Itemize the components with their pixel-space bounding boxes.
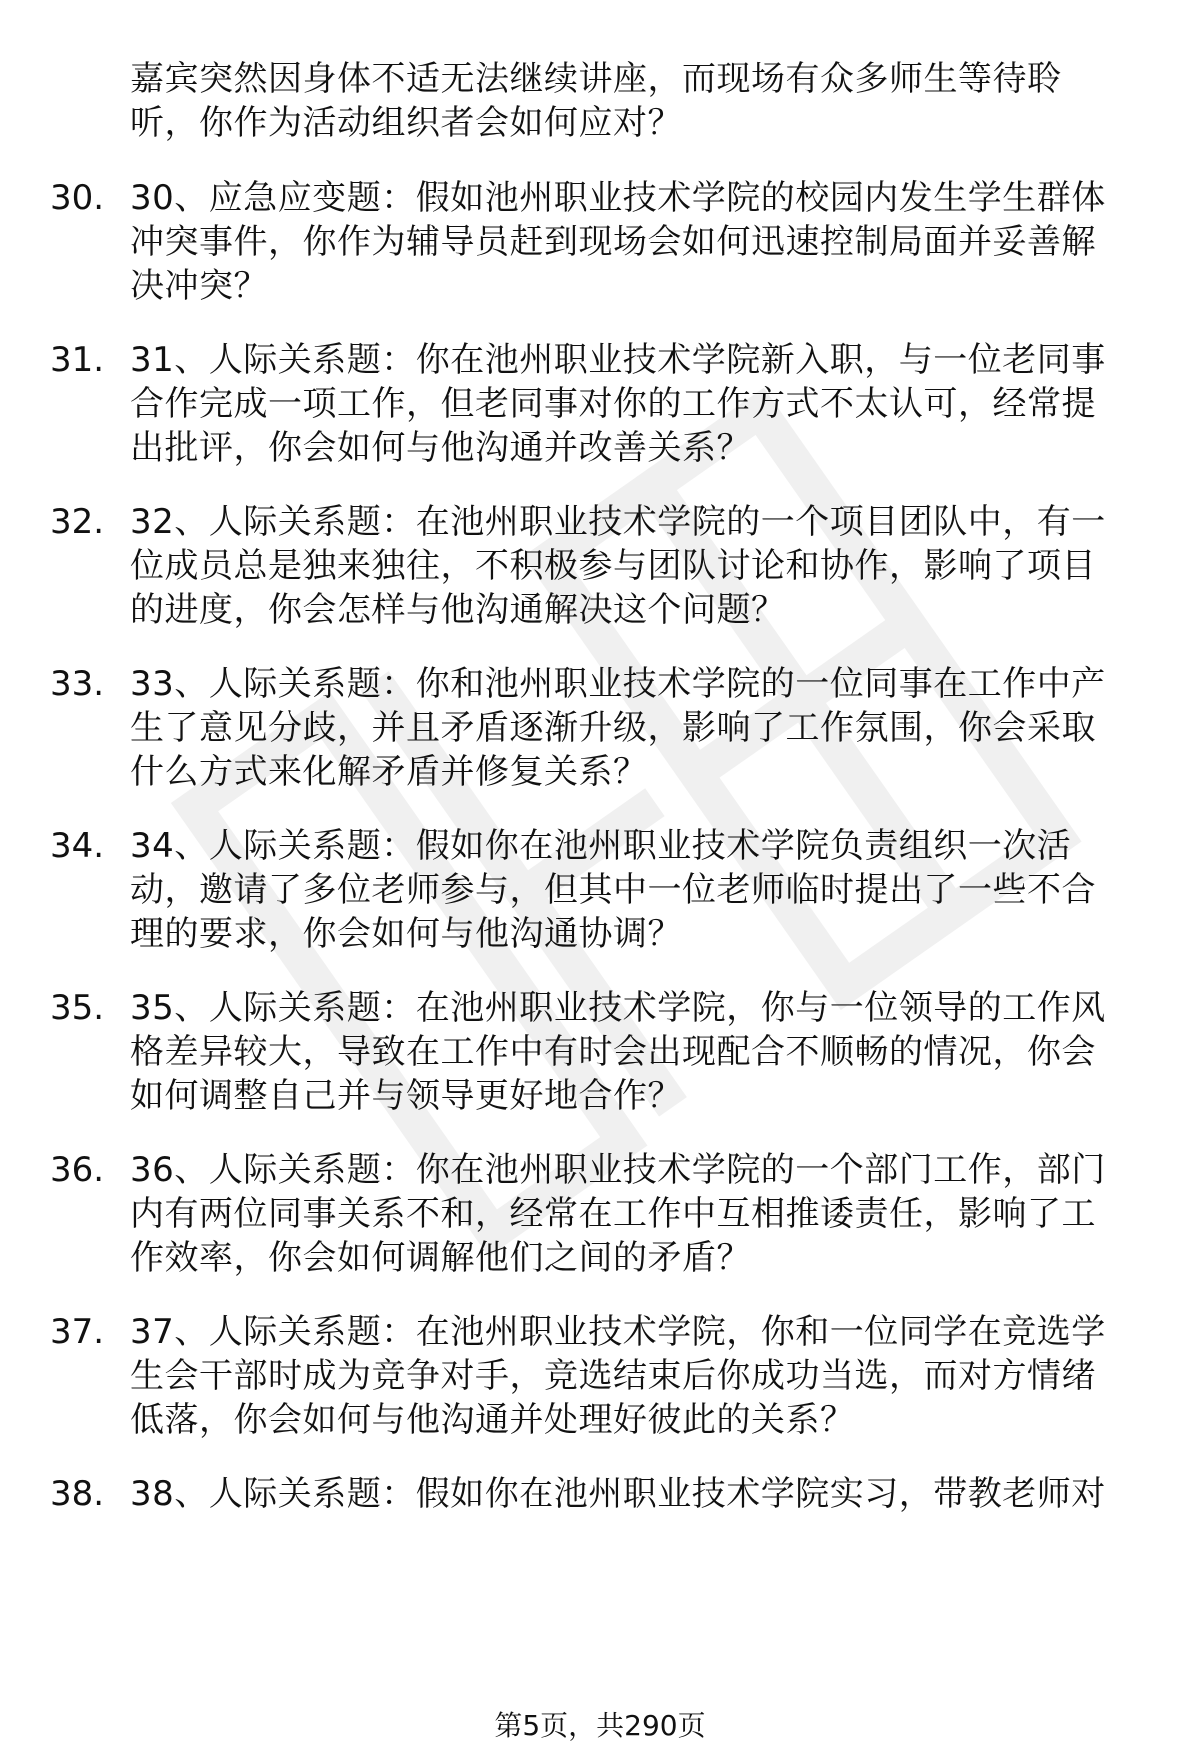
item-line: 的进度，你会怎样与他沟通解决这个问题？ — [130, 590, 786, 630]
item-line: 决冲突？ — [130, 266, 268, 306]
item-number: 30. — [50, 178, 105, 218]
item-line: 嘉宾突然因身体不适无法继续讲座，而现场有众多师生等待聆 — [130, 59, 1062, 99]
item-line: 36、人际关系题：你在池州职业技术学院的一个部门工作，部门 — [130, 1150, 1106, 1190]
item-line: 33、人际关系题：你和池州职业技术学院的一位同事在工作中产 — [130, 664, 1106, 704]
item-line: 合作完成一项工作，但老同事对你的工作方式不太认可，经常提 — [130, 384, 1096, 424]
item-number: 34. — [50, 826, 105, 866]
item-line: 34、人际关系题：假如你在池州职业技术学院负责组织一次活 — [130, 826, 1072, 866]
item-number: 32. — [50, 502, 105, 542]
item-line: 30、应急应变题：假如池州职业技术学院的校园内发生学生群体 — [130, 178, 1106, 218]
item-line: 如何调整自己并与领导更好地合作？ — [130, 1076, 682, 1116]
item-line: 内有两位同事关系不和，经常在工作中互相推诿责任，影响了工 — [130, 1194, 1096, 1234]
item-number: 33. — [50, 664, 105, 704]
item-number: 36. — [50, 1150, 105, 1190]
item-line: 35、人际关系题：在池州职业技术学院，你与一位领导的工作风 — [130, 988, 1106, 1028]
item-line: 位成员总是独来独往，不积极参与团队讨论和协作，影响了项目 — [130, 546, 1096, 586]
item-line: 理的要求，你会如何与他沟通协调？ — [130, 914, 682, 954]
item-line: 冲突事件，你作为辅导员赶到现场会如何迅速控制局面并妥善解 — [130, 222, 1096, 262]
item-line: 什么方式来化解矛盾并修复关系？ — [130, 752, 648, 792]
item-line: 生会干部时成为竞争对手，竞选结束后你成功当选，而对方情绪 — [130, 1356, 1096, 1396]
item-line: 低落，你会如何与他沟通并处理好彼此的关系？ — [130, 1400, 855, 1440]
item-number: 38. — [50, 1474, 105, 1514]
item-line: 格差异较大，导致在工作中有时会出现配合不顺畅的情况，你会 — [130, 1032, 1096, 1072]
page-footer: 第5页，共290页 — [494, 1709, 706, 1742]
item-number: 35. — [50, 988, 105, 1028]
item-line: 31、人际关系题：你在池州职业技术学院新入职，与一位老同事 — [130, 340, 1106, 380]
item-line: 听，你作为活动组织者会如何应对？ — [130, 103, 682, 143]
item-line: 37、人际关系题：在池州职业技术学院，你和一位同学在竞选学 — [130, 1312, 1106, 1352]
item-line: 38、人际关系题：假如你在池州职业技术学院实习，带教老师对 — [130, 1474, 1106, 1514]
item-line: 作效率，你会如何调解他们之间的矛盾？ — [130, 1238, 751, 1278]
item-line: 32、人际关系题：在池州职业技术学院的一个项目团队中，有一 — [130, 502, 1106, 542]
item-line: 生了意见分歧，并且矛盾逐渐升级，影响了工作氛围，你会采取 — [130, 708, 1096, 748]
item-number: 31. — [50, 340, 105, 380]
item-line: 动，邀请了多位老师参与，但其中一位老师临时提出了一些不合 — [130, 870, 1096, 910]
item-line: 出批评，你会如何与他沟通并改善关系？ — [130, 428, 751, 468]
item-number: 37. — [50, 1312, 105, 1352]
